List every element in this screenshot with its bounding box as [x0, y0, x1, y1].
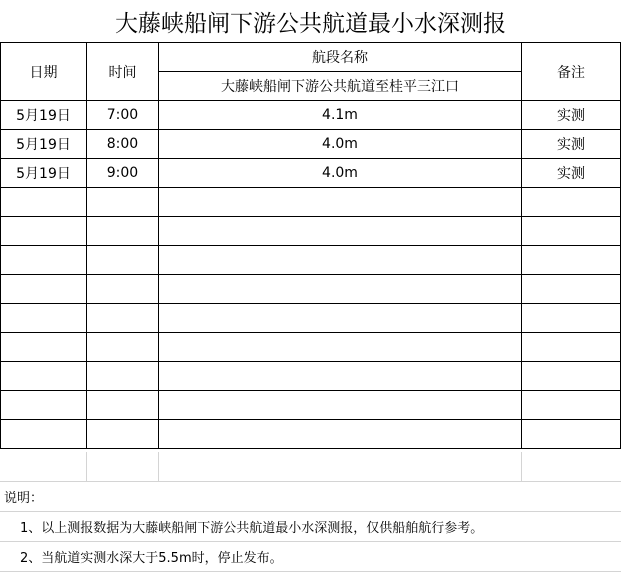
- depth-table: [0, 42, 621, 449]
- empty-cell: [159, 304, 522, 333]
- empty-cell: [87, 391, 159, 420]
- cell-depth: 4.0m: [159, 130, 522, 159]
- empty-row: [1, 217, 621, 246]
- notes-spacer-row: [0, 452, 621, 482]
- report-title: 大藤峡船闸下游公共航道最小水深测报: [115, 10, 506, 37]
- empty-cell: [159, 362, 522, 391]
- notes-section: [0, 452, 621, 572]
- gridline: [86, 452, 87, 481]
- empty-row: [1, 391, 621, 420]
- empty-row: [1, 333, 621, 362]
- cell-remark: 实测: [522, 130, 621, 159]
- empty-cell: [87, 304, 159, 333]
- table-row: [1, 101, 621, 130]
- empty-cell: [87, 275, 159, 304]
- empty-cell: [159, 246, 522, 275]
- empty-cell: [87, 333, 159, 362]
- empty-cell: [87, 246, 159, 275]
- notes-item-row: [0, 542, 621, 572]
- empty-cell: [1, 420, 87, 449]
- notes-label: 说明：: [4, 491, 44, 506]
- empty-cell: [87, 420, 159, 449]
- cell-date: 5月19日: [1, 101, 87, 130]
- empty-row: [1, 246, 621, 275]
- notes-item-row: [0, 512, 621, 542]
- cell-remark: 实测: [522, 101, 621, 130]
- empty-cell: [522, 217, 621, 246]
- empty-row: [1, 188, 621, 217]
- header-section-name: 大藤峡船闸下游公共航道至桂平三江口: [159, 72, 522, 101]
- empty-row: [1, 304, 621, 333]
- empty-cell: [1, 391, 87, 420]
- empty-cell: [159, 217, 522, 246]
- cell-depth: 4.0m: [159, 159, 522, 188]
- empty-cell: [159, 391, 522, 420]
- empty-cell: [522, 304, 621, 333]
- cell-time: 8:00: [87, 130, 159, 159]
- empty-cell: [522, 275, 621, 304]
- empty-cell: [522, 188, 621, 217]
- empty-cell: [159, 188, 522, 217]
- header-time: 时间: [87, 43, 159, 101]
- empty-cell: [1, 333, 87, 362]
- empty-cell: [522, 246, 621, 275]
- empty-cell: [87, 188, 159, 217]
- header-date: 日期: [1, 43, 87, 101]
- header-remark: 备注: [522, 43, 621, 101]
- empty-cell: [1, 246, 87, 275]
- table-row: [1, 130, 621, 159]
- empty-cell: [159, 333, 522, 362]
- empty-cell: [522, 333, 621, 362]
- empty-cell: [1, 304, 87, 333]
- empty-cell: [522, 362, 621, 391]
- header-section-group: 航段名称: [159, 43, 522, 72]
- empty-cell: [1, 362, 87, 391]
- cell-time: 7:00: [87, 101, 159, 130]
- cell-depth: 4.1m: [159, 101, 522, 130]
- empty-row: [1, 362, 621, 391]
- notes-label-row: [0, 482, 621, 512]
- notes-item: 1、以上测报数据为大藤峡船闸下游公共航道最小水深测报，仅供船舶航行参考。: [20, 521, 484, 536]
- empty-cell: [1, 188, 87, 217]
- notes-item: 2、当航道实测水深大于5.5m时，停止发布。: [20, 551, 283, 566]
- empty-row: [1, 275, 621, 304]
- empty-cell: [1, 275, 87, 304]
- empty-cell: [522, 420, 621, 449]
- gridline: [158, 452, 159, 481]
- empty-row: [1, 420, 621, 449]
- empty-cell: [1, 217, 87, 246]
- cell-date: 5月19日: [1, 159, 87, 188]
- gridline: [521, 452, 522, 481]
- empty-cell: [159, 275, 522, 304]
- empty-cell: [159, 420, 522, 449]
- empty-cell: [87, 362, 159, 391]
- cell-remark: 实测: [522, 159, 621, 188]
- table-row: [1, 159, 621, 188]
- cell-time: 9:00: [87, 159, 159, 188]
- cell-date: 5月19日: [1, 130, 87, 159]
- empty-cell: [522, 391, 621, 420]
- empty-cell: [87, 217, 159, 246]
